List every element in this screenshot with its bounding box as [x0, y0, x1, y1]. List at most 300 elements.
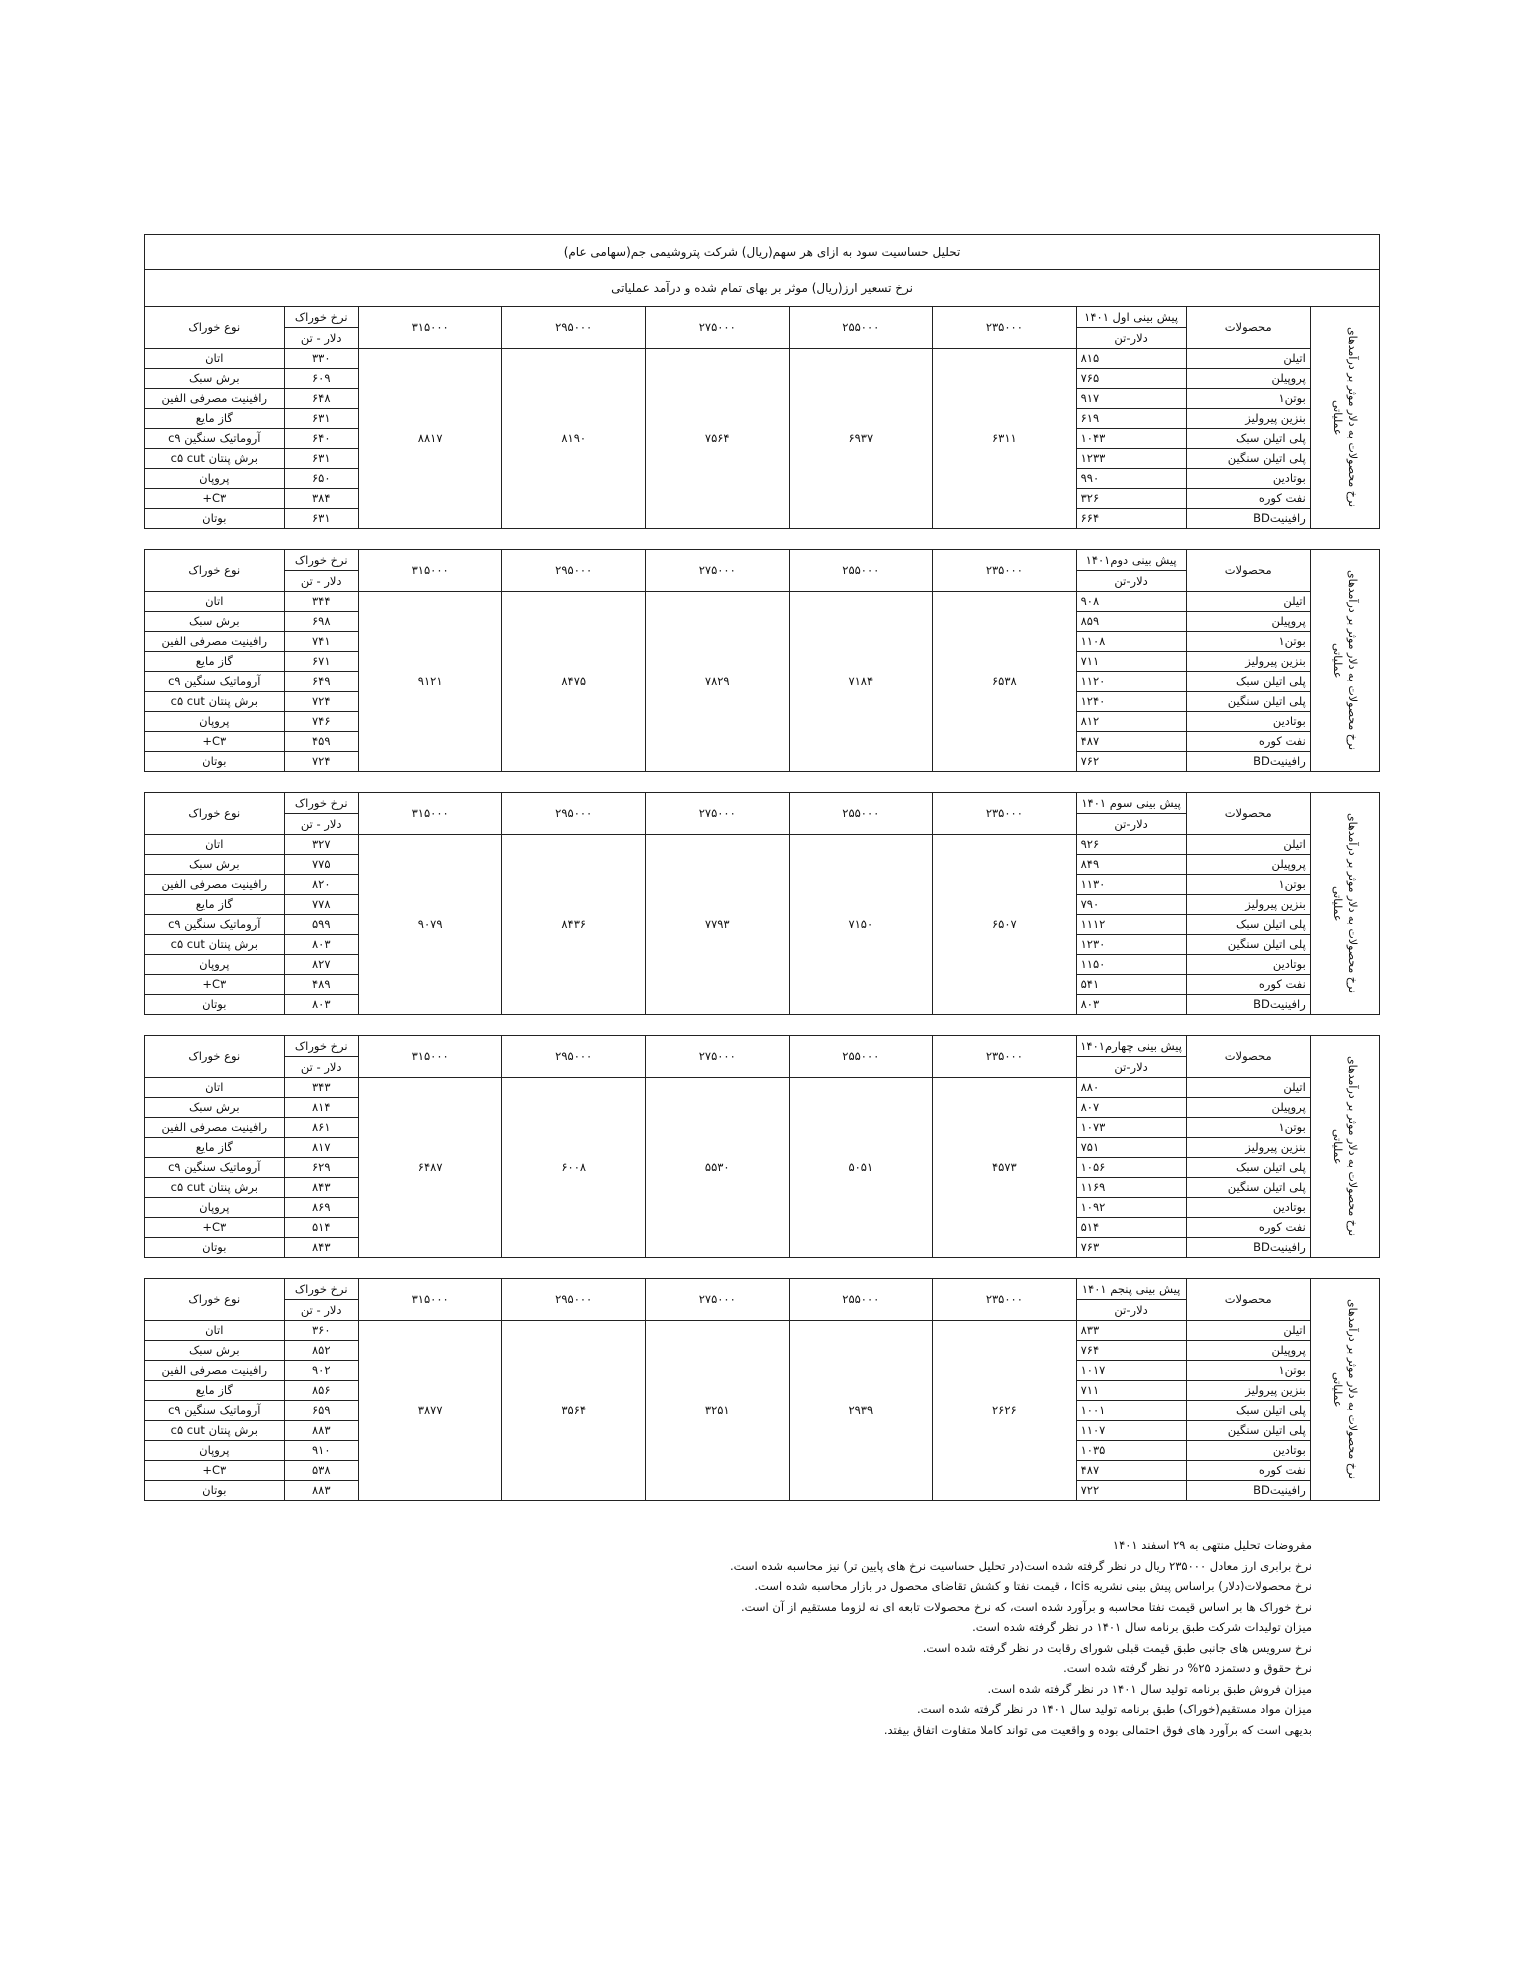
eps-value: ۸۸۱۷: [358, 349, 502, 529]
feed-rate-header-wrap: [285, 1036, 358, 1077]
product-name: رافینیتBD: [1186, 1481, 1310, 1501]
feed-rate-header: [284, 1279, 358, 1321]
feed-name: برش سبک: [145, 855, 285, 875]
scenario-rate: ۲۳۵۰۰۰: [933, 793, 1077, 835]
product-price: ۷۵۱: [1076, 1138, 1186, 1158]
eps-value: ۵۰۵۱: [789, 1078, 933, 1258]
feed-rate-unit: دلار - تن: [300, 1303, 342, 1317]
forecast-name: پیش بینی پنجم ۱۴۰۱: [1077, 1279, 1186, 1300]
product-name: اتیلن: [1186, 1078, 1310, 1098]
feed-price: ۷۴۶: [284, 712, 358, 732]
forecast-name: پیش بینی چهارم۱۴۰۱: [1077, 1036, 1186, 1057]
forecast-unit: دلار-تن: [1114, 331, 1148, 345]
feed-price: ۶۴۹: [284, 672, 358, 692]
side-label-text: نرخ محصولات به دلار موثر بر درآمدهای عملیاتی: [1330, 570, 1359, 751]
sensitivity-sheet: [144, 234, 1380, 1501]
feed-price: ۸۲۷: [284, 955, 358, 975]
product-price: ۷۶۳: [1076, 1238, 1186, 1258]
feed-name: برش سبک: [145, 369, 285, 389]
product-price: ۱۰۳۵: [1076, 1441, 1186, 1461]
eps-value: ۲۶۲۶: [933, 1321, 1077, 1501]
feed-price: ۵۹۹: [284, 915, 358, 935]
scenario-rate: ۳۱۵۰۰۰: [358, 550, 502, 592]
eps-value: ۳۲۵۱: [645, 1321, 789, 1501]
scenario-rate: ۲۵۵۰۰۰: [789, 550, 933, 592]
scenario-rate: ۲۹۵۰۰۰: [502, 1036, 646, 1078]
scenario-rate: ۲۷۵۰۰۰: [645, 1036, 789, 1078]
feed-name: اتان: [145, 592, 285, 612]
side-label: [1310, 550, 1379, 772]
forecast-name: پیش بینی دوم۱۴۰۱: [1077, 550, 1186, 571]
product-name: بوتن۱: [1186, 389, 1310, 409]
product-price: ۹۹۰: [1076, 469, 1186, 489]
feed-name: اتان: [145, 349, 285, 369]
feed-price: ۸۲۰: [284, 875, 358, 895]
product-price: ۸۱۲: [1076, 712, 1186, 732]
side-label: [1310, 1279, 1379, 1501]
feed-name: اتان: [145, 1321, 285, 1341]
product-name: رافینیتBD: [1186, 995, 1310, 1015]
product-price: ۱۱۱۲: [1076, 915, 1186, 935]
note-line: نرخ برابری ارز معادل ۲۳۵۰۰۰ ریال در نظر گرفته شده است(در تحلیل حساسیت نرخ های پایین تر) نیز محاسبه شده است.: [729, 1558, 1312, 1573]
scenario-rate: ۲۹۵۰۰۰: [502, 307, 646, 349]
eps-value: ۵۵۳۰: [645, 1078, 789, 1258]
feed-name: برش پنتان c۵ cut: [145, 935, 285, 955]
forecast-header: [1076, 307, 1186, 349]
product-price: ۸۱۵: [1076, 349, 1186, 369]
product-name: بوتن۱: [1186, 1361, 1310, 1381]
product-name: نفت کوره: [1186, 975, 1310, 995]
feed-price: ۸۰۳: [284, 935, 358, 955]
feed-name: گاز مایع: [145, 1381, 285, 1401]
feed-rate-header-wrap: [285, 307, 358, 348]
sensitivity-block: [144, 306, 1380, 529]
forecast-header-wrap: [1077, 1036, 1186, 1077]
eps-value: ۷۵۶۴: [645, 349, 789, 529]
product-price: ۸۳۳: [1076, 1321, 1186, 1341]
side-label: [1310, 1036, 1379, 1258]
product-price: ۷۹۰: [1076, 895, 1186, 915]
sensitivity-block: [144, 1035, 1380, 1258]
product-price: ۱۲۴۰: [1076, 692, 1186, 712]
feed-price: ۶۳۱: [284, 509, 358, 529]
feed-rate-header: [284, 793, 358, 835]
eps-value: ۸۱۹۰: [502, 349, 646, 529]
side-label: [1310, 793, 1379, 1015]
product-name: پلی اتیلن سنگین: [1186, 1421, 1310, 1441]
feed-name: رافینیت مصرفی الفین: [145, 1361, 285, 1381]
product-price: ۸۵۹: [1076, 612, 1186, 632]
feed-price: ۶۳۱: [284, 409, 358, 429]
scenario-rate: ۳۱۵۰۰۰: [358, 307, 502, 349]
forecast-header: [1076, 1036, 1186, 1078]
product-price: ۹۱۷: [1076, 389, 1186, 409]
feed-price: ۳۴۳: [284, 1078, 358, 1098]
product-price: ۱۰۵۶: [1076, 1158, 1186, 1178]
eps-value: ۸۴۷۵: [502, 592, 646, 772]
product-price: ۸۰۳: [1076, 995, 1186, 1015]
products-header: محصولات: [1186, 793, 1310, 835]
product-price: ۳۲۶: [1076, 489, 1186, 509]
forecast-header-wrap: [1077, 1279, 1186, 1320]
note-line: نرخ سرویس های جانبی طبق قیمت قبلی شورای رقابت در نظر گرفته شده است.: [922, 1640, 1312, 1655]
sensitivity-block: [144, 1278, 1380, 1501]
product-price: ۵۱۴: [1076, 1218, 1186, 1238]
forecast-header: [1076, 793, 1186, 835]
eps-value: ۶۰۰۸: [502, 1078, 646, 1258]
scenario-rate: ۳۱۵۰۰۰: [358, 1036, 502, 1078]
feed-price: ۶۰۹: [284, 369, 358, 389]
product-price: ۱۱۰۷: [1076, 1421, 1186, 1441]
assumptions-notes: [700, 1535, 1312, 1740]
feed-price: ۶۹۸: [284, 612, 358, 632]
feed-rate-title: نرخ خوراک: [285, 307, 358, 328]
feed-price: ۹۰۲: [284, 1361, 358, 1381]
feed-type-header: نوع خوراک: [145, 793, 285, 835]
note-line: نرخ خوراک ها بر اساس قیمت نفتا محاسبه و برآورد شده است، که نرخ محصولات تابعه ای نه لزوما مستقیم از آن است.: [740, 1599, 1312, 1614]
product-name: پلی اتیلن سبک: [1186, 1401, 1310, 1421]
product-price: ۱۰۱۷: [1076, 1361, 1186, 1381]
table-row: [145, 835, 1380, 855]
feed-name: پروپان: [145, 469, 285, 489]
note-line: نرخ حقوق و دستمزد ۲۵% در نظر گرفته شده است.: [1063, 1661, 1312, 1675]
eps-value: ۶۹۳۷: [789, 349, 933, 529]
scenario-rate: ۳۱۵۰۰۰: [358, 1279, 502, 1321]
feed-price: ۶۵۰: [284, 469, 358, 489]
feed-name: برش پنتان c۵ cut: [145, 692, 285, 712]
feed-name: اتان: [145, 835, 285, 855]
feed-price: ۵۱۴: [284, 1218, 358, 1238]
feed-type-header: نوع خوراک: [145, 307, 285, 349]
product-name: پلی اتیلن سبک: [1186, 1158, 1310, 1178]
product-name: نفت کوره: [1186, 489, 1310, 509]
product-name: بنزین پیرولیز: [1186, 1381, 1310, 1401]
eps-value: ۳۸۷۷: [358, 1321, 502, 1501]
product-price: ۱۱۳۰: [1076, 875, 1186, 895]
scenario-rate: ۲۵۵۰۰۰: [789, 307, 933, 349]
feed-rate-title: نرخ خوراک: [285, 793, 358, 814]
scenario-rate: ۲۷۵۰۰۰: [645, 550, 789, 592]
eps-value: ۲۹۳۹: [789, 1321, 933, 1501]
feed-name: بوتان: [145, 1238, 285, 1258]
feed-name: گاز مایع: [145, 895, 285, 915]
feed-price: ۸۰۳: [284, 995, 358, 1015]
note-line: مفروضات تحلیل منتهی به ۲۹ اسفند ۱۴۰۱: [1112, 1538, 1312, 1552]
product-name: پلی اتیلن سنگین: [1186, 1178, 1310, 1198]
product-price: ۱۲۳۰: [1076, 935, 1186, 955]
product-name: بوتن۱: [1186, 632, 1310, 652]
product-name: پروپیلن: [1186, 855, 1310, 875]
feed-rate-unit: دلار - تن: [300, 1060, 342, 1074]
feed-price: ۳۲۷: [284, 835, 358, 855]
scenario-rate: ۲۹۵۰۰۰: [502, 1279, 646, 1321]
feed-name: برش سبک: [145, 1098, 285, 1118]
feed-price: ۳۸۴: [284, 489, 358, 509]
scenario-rate: ۲۹۵۰۰۰: [502, 793, 646, 835]
feed-price: ۴۵۹: [284, 732, 358, 752]
product-price: ۷۱۱: [1076, 652, 1186, 672]
product-name: پلی اتیلن سنگین: [1186, 449, 1310, 469]
product-name: پلی اتیلن سبک: [1186, 672, 1310, 692]
product-name: بوتادین: [1186, 712, 1310, 732]
product-name: بوتن۱: [1186, 1118, 1310, 1138]
report-subtitle: نرخ تسعیر ارز(ریال) موثر بر بهای تمام شده و درآمد عملیاتی: [145, 269, 1379, 306]
feed-price: ۵۳۸: [284, 1461, 358, 1481]
scenario-rate: ۲۵۵۰۰۰: [789, 1279, 933, 1321]
sensitivity-block: [144, 792, 1380, 1015]
eps-value: ۹۰۷۹: [358, 835, 502, 1015]
feed-name: رافینیت مصرفی الفین: [145, 632, 285, 652]
feed-name: C۳+: [145, 732, 285, 752]
table-row: [145, 1078, 1380, 1098]
feed-name: C۳+: [145, 1218, 285, 1238]
product-price: ۶۶۴: [1076, 509, 1186, 529]
feed-price: ۶۴۸: [284, 389, 358, 409]
feed-name: رافینیت مصرفی الفین: [145, 1118, 285, 1138]
feed-name: بوتان: [145, 995, 285, 1015]
product-name: پروپیلن: [1186, 612, 1310, 632]
side-label-text: نرخ محصولات به دلار موثر بر درآمدهای عملیاتی: [1330, 1056, 1359, 1237]
product-name: اتیلن: [1186, 835, 1310, 855]
product-price: ۶۱۹: [1076, 409, 1186, 429]
feed-price: ۸۶۱: [284, 1118, 358, 1138]
feed-rate-header-wrap: [285, 793, 358, 834]
product-price: ۵۴۱: [1076, 975, 1186, 995]
feed-type-header: نوع خوراک: [145, 550, 285, 592]
feed-name: پروپان: [145, 955, 285, 975]
blocks-container: [144, 306, 1380, 1501]
forecast-header: [1076, 550, 1186, 592]
forecast-unit: دلار-تن: [1114, 1303, 1148, 1317]
feed-rate-unit: دلار - تن: [300, 817, 342, 831]
product-name: بنزین پیرولیز: [1186, 895, 1310, 915]
products-header: محصولات: [1186, 307, 1310, 349]
feed-name: رافینیت مصرفی الفین: [145, 389, 285, 409]
feed-rate-header: [284, 307, 358, 349]
feed-price: ۸۵۶: [284, 1381, 358, 1401]
scenario-rate: ۲۳۵۰۰۰: [933, 550, 1077, 592]
product-name: پروپیلن: [1186, 1341, 1310, 1361]
scenario-rate: ۲۳۵۰۰۰: [933, 307, 1077, 349]
title-box: [144, 234, 1380, 306]
forecast-header-wrap: [1077, 307, 1186, 348]
block-gap: [144, 1015, 1380, 1035]
feed-rate-header-wrap: [285, 1279, 358, 1320]
product-name: اتیلن: [1186, 592, 1310, 612]
product-name: بنزین پیرولیز: [1186, 1138, 1310, 1158]
feed-type-header: نوع خوراک: [145, 1036, 285, 1078]
products-header: محصولات: [1186, 550, 1310, 592]
product-name: بنزین پیرولیز: [1186, 652, 1310, 672]
feed-rate-header-wrap: [285, 550, 358, 591]
feed-price: ۸۸۳: [284, 1421, 358, 1441]
forecast-unit: دلار-تن: [1114, 817, 1148, 831]
feed-price: ۷۴۱: [284, 632, 358, 652]
product-price: ۹۰۸: [1076, 592, 1186, 612]
product-name: بوتادین: [1186, 469, 1310, 489]
feed-name: C۳+: [145, 489, 285, 509]
feed-name: برش پنتان c۵ cut: [145, 1178, 285, 1198]
forecast-header-wrap: [1077, 793, 1186, 834]
block-gap: [144, 772, 1380, 792]
feed-price: ۸۸۳: [284, 1481, 358, 1501]
side-label-text: نرخ محصولات به دلار موثر بر درآمدهای عملیاتی: [1330, 327, 1359, 508]
feed-price: ۸۱۴: [284, 1098, 358, 1118]
note-line: نرخ محصولات(دلار) براساس پیش بینی نشریه Icis ، قیمت نفتا و کشش تقاضای محصول در بازار محاسبه شده است.: [754, 1579, 1312, 1593]
feed-price: ۷۷۸: [284, 895, 358, 915]
product-name: بوتن۱: [1186, 875, 1310, 895]
eps-value: ۶۴۸۷: [358, 1078, 502, 1258]
eps-value: ۷۱۵۰: [789, 835, 933, 1015]
product-name: پلی اتیلن سنگین: [1186, 935, 1310, 955]
feed-price: ۶۵۹: [284, 1401, 358, 1421]
product-price: ۷۲۲: [1076, 1481, 1186, 1501]
feed-price: ۸۱۷: [284, 1138, 358, 1158]
block-gap: [144, 1258, 1380, 1278]
product-price: ۷۱۱: [1076, 1381, 1186, 1401]
product-price: ۸۰۷: [1076, 1098, 1186, 1118]
feed-name: رافینیت مصرفی الفین: [145, 875, 285, 895]
feed-price: ۸۵۲: [284, 1341, 358, 1361]
product-price: ۷۶۵: [1076, 369, 1186, 389]
feed-name: پروپان: [145, 712, 285, 732]
feed-rate-title: نرخ خوراک: [285, 1036, 358, 1057]
product-price: ۱۱۰۸: [1076, 632, 1186, 652]
product-name: پلی اتیلن سبک: [1186, 429, 1310, 449]
feed-rate-unit: دلار - تن: [300, 574, 342, 588]
eps-value: ۸۴۳۶: [502, 835, 646, 1015]
scenario-rate: ۲۳۵۰۰۰: [933, 1279, 1077, 1321]
scenario-rate: ۲۳۵۰۰۰: [933, 1036, 1077, 1078]
feed-price: ۷۲۴: [284, 752, 358, 772]
feed-name: بوتان: [145, 509, 285, 529]
feed-name: برش پنتان c۵ cut: [145, 1421, 285, 1441]
forecast-unit: دلار-تن: [1114, 1060, 1148, 1074]
feed-name: پروپان: [145, 1441, 285, 1461]
product-name: رافینیتBD: [1186, 509, 1310, 529]
feed-type-header: نوع خوراک: [145, 1279, 285, 1321]
feed-rate-title: نرخ خوراک: [285, 1279, 358, 1300]
feed-name: گاز مایع: [145, 1138, 285, 1158]
product-name: بوتادین: [1186, 1441, 1310, 1461]
table-row: [145, 592, 1380, 612]
feed-price: ۹۱۰: [284, 1441, 358, 1461]
product-price: ۴۸۷: [1076, 1461, 1186, 1481]
product-price: ۹۲۶: [1076, 835, 1186, 855]
feed-name: پروپان: [145, 1198, 285, 1218]
product-name: پروپیلن: [1186, 369, 1310, 389]
feed-price: ۸۴۳: [284, 1178, 358, 1198]
feed-name: آروماتیک سنگین c۹: [145, 672, 285, 692]
product-name: بوتادین: [1186, 1198, 1310, 1218]
scenario-rate: ۲۵۵۰۰۰: [789, 1036, 933, 1078]
note-line: میزان فروش طبق برنامه تولید سال ۱۴۰۱ در نظر گرفته شده است.: [987, 1681, 1312, 1696]
eps-value: ۶۵۳۸: [933, 592, 1077, 772]
feed-price: ۷۷۵: [284, 855, 358, 875]
feed-price: ۴۸۹: [284, 975, 358, 995]
product-name: اتیلن: [1186, 1321, 1310, 1341]
feed-price: ۸۴۳: [284, 1238, 358, 1258]
feed-rate-header: [284, 550, 358, 592]
feed-name: برش پنتان c۵ cut: [145, 449, 285, 469]
table-row: [145, 349, 1380, 369]
forecast-name: پیش بینی اول ۱۴۰۱: [1077, 307, 1186, 328]
product-price: ۸۸۰: [1076, 1078, 1186, 1098]
product-name: بوتادین: [1186, 955, 1310, 975]
feed-name: برش سبک: [145, 612, 285, 632]
product-name: رافینیتBD: [1186, 1238, 1310, 1258]
product-price: ۱۱۶۹: [1076, 1178, 1186, 1198]
eps-value: ۷۱۸۴: [789, 592, 933, 772]
scenario-rate: ۲۷۵۰۰۰: [645, 1279, 789, 1321]
product-name: رافینیتBD: [1186, 752, 1310, 772]
products-header: محصولات: [1186, 1036, 1310, 1078]
feed-name: برش سبک: [145, 1341, 285, 1361]
product-price: ۱۰۷۳: [1076, 1118, 1186, 1138]
feed-price: ۶۴۰: [284, 429, 358, 449]
eps-value: ۳۵۶۴: [502, 1321, 646, 1501]
sensitivity-block: [144, 549, 1380, 772]
products-header: محصولات: [1186, 1279, 1310, 1321]
eps-value: ۷۷۹۳: [645, 835, 789, 1015]
product-name: پلی اتیلن سبک: [1186, 915, 1310, 935]
note-line: بدیهی است که برآورد های فوق احتمالی بوده و واقعیت می تواند کاملا متفاوت اتفاق بیفتد.: [883, 1722, 1312, 1737]
feed-price: ۸۶۹: [284, 1198, 358, 1218]
feed-name: گاز مایع: [145, 409, 285, 429]
feed-rate-title: نرخ خوراک: [285, 550, 358, 571]
scenario-rate: ۲۷۵۰۰۰: [645, 793, 789, 835]
feed-name: اتان: [145, 1078, 285, 1098]
eps-value: ۴۵۷۳: [933, 1078, 1077, 1258]
forecast-name: پیش بینی سوم ۱۴۰۱: [1077, 793, 1186, 814]
feed-name: بوتان: [145, 752, 285, 772]
feed-name: آروماتیک سنگین c۹: [145, 429, 285, 449]
product-price: ۷۶۴: [1076, 1341, 1186, 1361]
feed-name: آروماتیک سنگین c۹: [145, 1401, 285, 1421]
feed-name: آروماتیک سنگین c۹: [145, 915, 285, 935]
product-name: نفت کوره: [1186, 732, 1310, 752]
eps-value: ۶۳۱۱: [933, 349, 1077, 529]
product-name: پروپیلن: [1186, 1098, 1310, 1118]
note-line: میزان مواد مستقیم(خوراک) طبق برنامه تولید سال ۱۴۰۱ در نظر گرفته شده است.: [916, 1702, 1312, 1716]
feed-name: C۳+: [145, 975, 285, 995]
feed-name: C۳+: [145, 1461, 285, 1481]
product-price: ۱۰۹۲: [1076, 1198, 1186, 1218]
product-price: ۴۸۷: [1076, 732, 1186, 752]
scenario-rate: ۲۹۵۰۰۰: [502, 550, 646, 592]
product-price: ۱۰۴۳: [1076, 429, 1186, 449]
feed-name: گاز مایع: [145, 652, 285, 672]
block-gap: [144, 529, 1380, 549]
product-price: ۱۱۲۰: [1076, 672, 1186, 692]
eps-value: ۶۵۰۷: [933, 835, 1077, 1015]
forecast-header: [1076, 1279, 1186, 1321]
feed-price: ۳۴۴: [284, 592, 358, 612]
table-row: [145, 1321, 1380, 1341]
feed-price: ۶۲۹: [284, 1158, 358, 1178]
report-title: تحلیل حساسیت سود به ازای هر سهم(ریال) شرکت پتروشیمی جم(سهامی عام): [563, 245, 961, 259]
forecast-unit: دلار-تن: [1114, 574, 1148, 588]
note-line: میزان تولیدات شرکت طبق برنامه سال ۱۴۰۱ در نظر گرفته شده است.: [972, 1620, 1312, 1634]
product-price: ۱۱۵۰: [1076, 955, 1186, 975]
feed-name: بوتان: [145, 1481, 285, 1501]
feed-name: آروماتیک سنگین c۹: [145, 1158, 285, 1178]
product-price: ۷۶۲: [1076, 752, 1186, 772]
feed-price: ۷۲۴: [284, 692, 358, 712]
side-label: [1310, 307, 1379, 529]
product-name: بنزین پیرولیز: [1186, 409, 1310, 429]
scenario-rate: ۲۵۵۰۰۰: [789, 793, 933, 835]
